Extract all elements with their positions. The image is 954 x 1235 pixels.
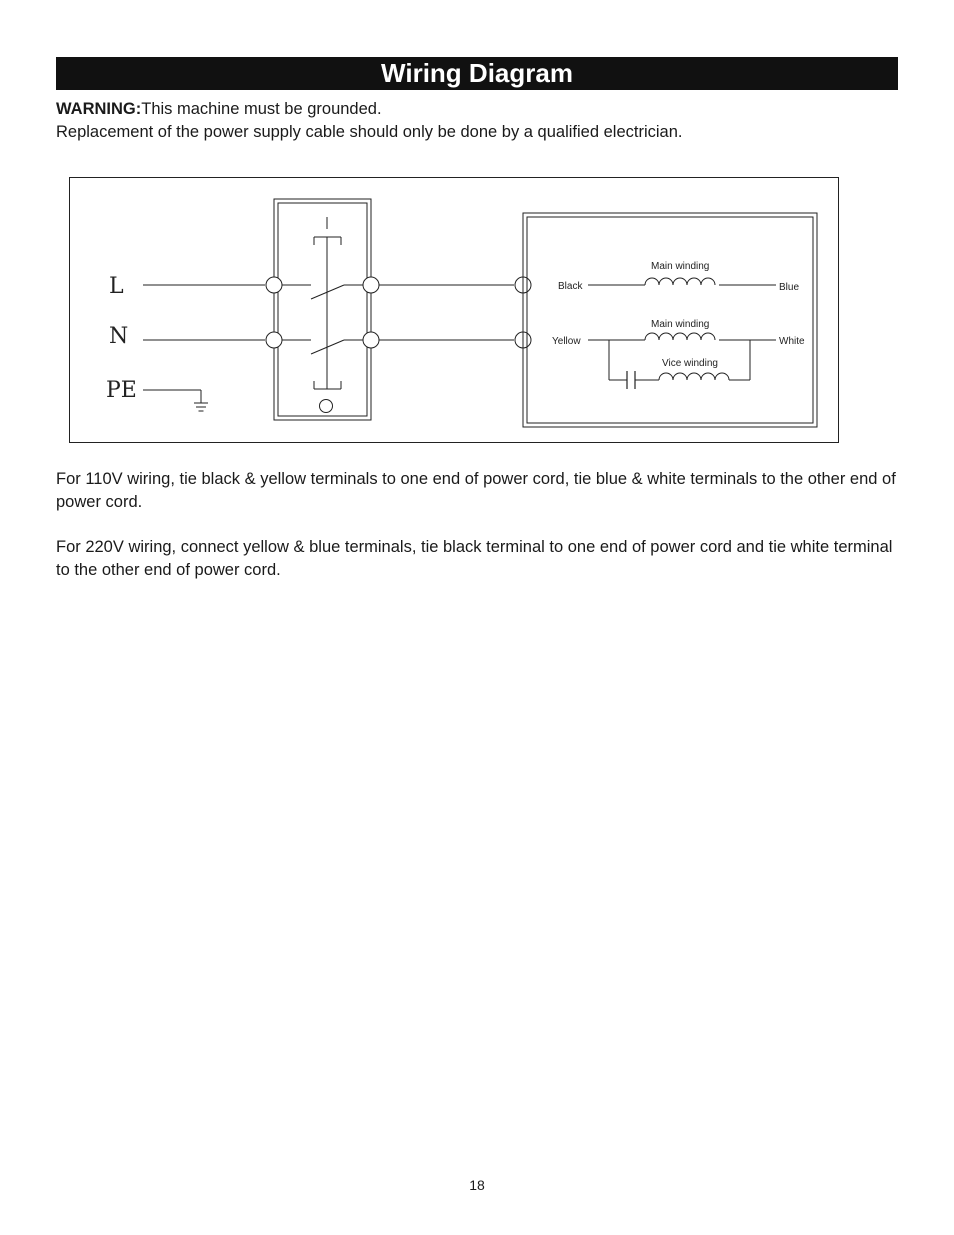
paragraph-110v: For 110V wiring, tie black & yellow terminals to one end of power cord, tie blue & white terminals to the other end of power cord.: [56, 470, 896, 511]
label-main-winding-2: Main winding: [651, 319, 710, 330]
switch-box: [274, 199, 371, 420]
double-pole-switch: [311, 217, 363, 389]
label-n: N: [109, 324, 129, 349]
warning-text: This machine must be grounded.: [141, 100, 382, 118]
switch-indicator: [320, 400, 333, 413]
label-l: L: [109, 274, 124, 299]
label-white: White: [779, 336, 805, 347]
warning-line-2: Replacement of the power supply cable should only be done by a qualified electrician.: [56, 123, 683, 141]
terminal-n-in: [266, 332, 282, 348]
warning-block: [56, 98, 906, 144]
wiring-diagram: [69, 177, 839, 443]
page-number: 18: [469, 1177, 485, 1193]
label-pe: PE: [106, 378, 137, 403]
paragraph-220v: For 220V wiring, connect yellow & blue terminals, tie black terminal to one end of power cord and tie white terminal to the other end of power cord.: [56, 538, 893, 579]
ground-symbol: [143, 390, 208, 411]
capacitor-symbol: [627, 371, 635, 389]
main-winding-coil-2: [588, 333, 776, 340]
label-vice-winding: Vice winding: [662, 358, 718, 369]
label-main-winding-1: Main winding: [651, 261, 710, 272]
label-blue: Blue: [779, 282, 800, 293]
warning-line-1: [56, 98, 906, 121]
terminal-n-out: [363, 332, 379, 348]
label-black: Black: [558, 281, 583, 292]
warning-label: WARNING:: [56, 100, 142, 118]
main-winding-coil-1: [588, 278, 776, 285]
label-yellow: Yellow: [552, 336, 581, 347]
page-title: Wiring Diagram: [56, 57, 898, 90]
terminal-l-in: [266, 277, 282, 293]
terminal-l-out: [363, 277, 379, 293]
